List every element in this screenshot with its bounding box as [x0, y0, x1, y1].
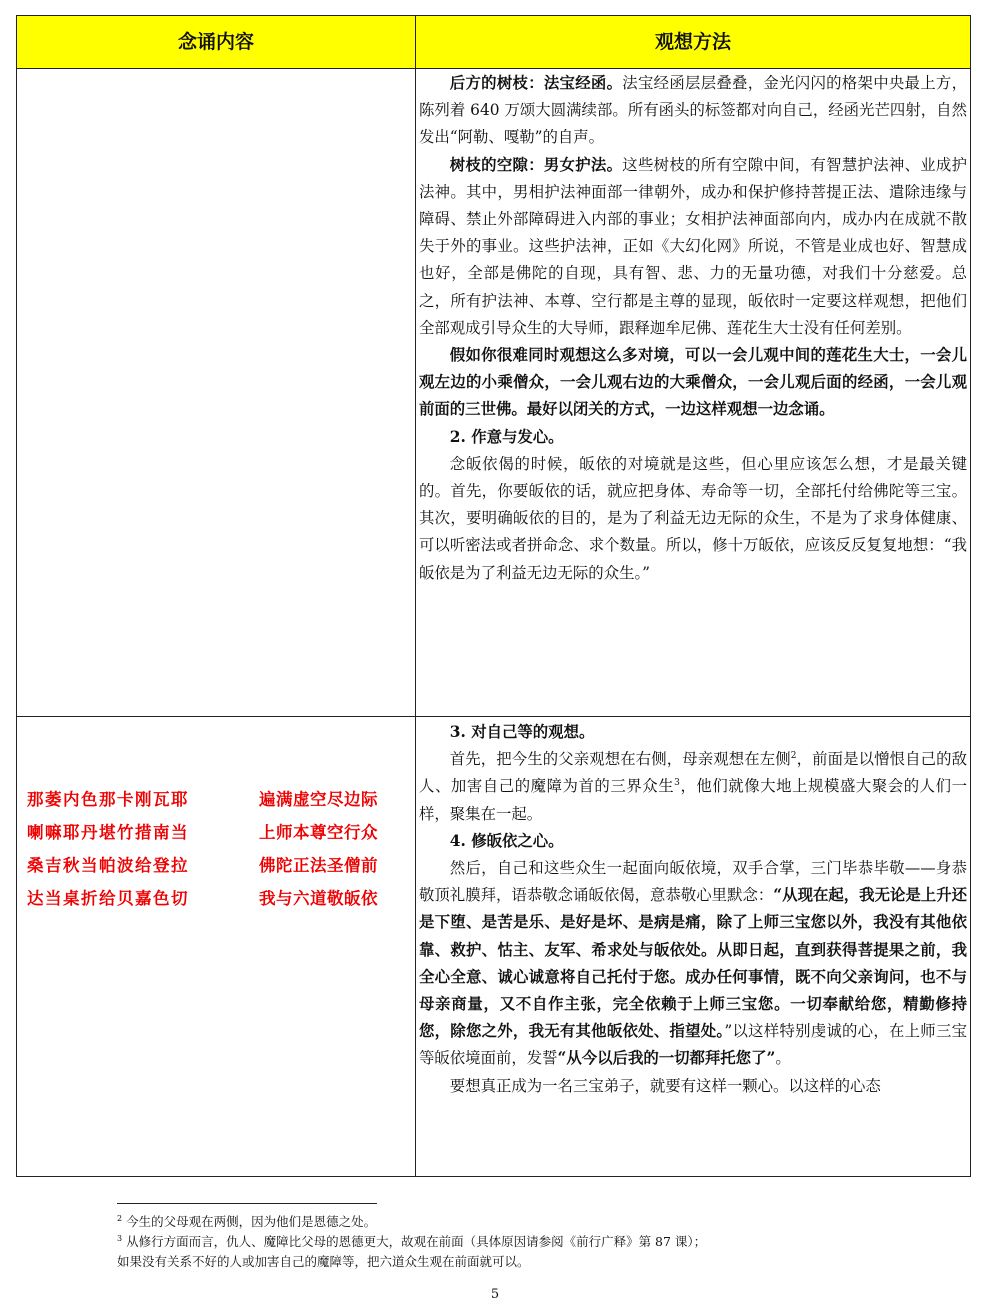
heading-protectors: 树枝的空隙：男女护法。 [449, 155, 623, 174]
row1-visualization-cell [419, 70, 967, 587]
text-bold-vow: “从今以后我的一切都拜托您了” [557, 1049, 776, 1068]
text-part: ，他们就像大地上规模盛大聚会的人们一样，聚集在一起。 [419, 777, 967, 823]
table-header [17, 16, 970, 69]
text-part: 然后，自己和这些众生一起面向皈依境，双手合掌，三门毕恭毕敬——身恭敬顶礼膜拜，语恭敬念诵皈依偈，意恭敬心里默念： [419, 859, 967, 905]
section-heading-3: 3. 对自己等的观想。 [449, 723, 595, 741]
text-protectors: 这些树枝的所有空隙中间，有智慧护法神、业成护法神。其中，男相护法神面部一律朝外，成办和保护修持菩提正法、遣除违缘与障碍、禁止外部障碍进入内部的事业；女相护法神面部向内，成办内在成就不散失于外的事业。这些护法神，正如《大幻化网》所说，不管是业成也好、智慧成也好，全部是佛陀的自现，具有智、悲、力的无量功德，对我们十分慈爱。总之，所有护法神、本尊、空行都是主尊的显现，皈依时一定要这样观想，把他们全部观成引导众生的大导师，跟释迦牟尼佛、莲花生大士没有任何差别。 [419, 155, 967, 337]
row-divider [17, 716, 970, 717]
text-bold-vow: “从现在起，我无论是上升还是下堕、是苦是乐、是好是坏、是病是痛，除了上师三宝您以外，我没有其他依靠、救护、怙主、友军、希求处与皈依处。从即日起，直到获得菩提果之前，我全心全意、诚心诚意将自己托付于您。成办任何事情，既不向父亲询问，也不与母亲商量，又不自作主张，完全依赖于上师三宝您。一切奉献给您，精勤修持您，除您之外，我无有其他皈依处、指望处。 [419, 886, 967, 1041]
mantra-translation: 遍满虚空尽边际 [259, 790, 378, 809]
mantra-line [27, 885, 407, 918]
paragraph-motivation: 念皈依偈的时候，皈依的对境就是这些，但心里应该怎么想，才是最关键的。首先，你要皈依的话，就应把身体、寿命等一切，全部托付给佛陀等三宝。其次，要明确皈依的目的，是为了利益无边无际的众生，不是为了求身体健康、可以听密法或者拼命念、求个数量。所以，修十万皈依，应该反反复复地想：“我皈依是为了利益无边无际的众生。” [419, 454, 967, 582]
mantra-transliteration: 达当桌折给贝嘉色切 [27, 889, 189, 908]
footnote-ref-3[interactable]: 3 [674, 778, 680, 789]
footnote-separator [117, 1203, 377, 1204]
paragraph-protectors [419, 152, 967, 342]
footnote-2 [117, 1213, 977, 1231]
heading-dharma-texts: 后方的树枝：法宝经函。 [449, 74, 623, 92]
content-table [16, 15, 971, 1177]
paragraph-self-visualization [419, 746, 967, 828]
text-dharma-texts: 法宝经函层层叠叠，金光闪闪的格架中央最上方，陈列着 640 万颂大圆满续部。所有函头的标签都对向自己，经函光芒四射，自然发出“阿勒、嘎勒”的自声。 [419, 74, 967, 147]
footnote-number: 3 [117, 1233, 123, 1243]
mantra-translation: 我与六道敬皈依 [259, 889, 378, 908]
footnote-text: 从修行方面而言，仇人、魔障比父母的恩德更大，故观在前面（具体原因请参阅《前行广释》第 87 课）； [126, 1234, 707, 1249]
header-recitation: 念诵内容 [177, 31, 254, 53]
text-part: 。 [775, 1049, 791, 1068]
page-number: 5 [490, 1287, 500, 1302]
paragraph-alternate-visualization: 假如你很难同时观想这么多对境，可以一会儿观中间的莲花生大士，一会儿观左边的小乘僧众，一会儿观右边的大乘僧众，一会儿观后面的经函，一会儿观前面的三世佛。最好以闭关的方式，一边这样观想一边念诵。 [419, 346, 967, 419]
text-part: 首先，把今生的父亲观想在右侧，母亲观想在左侧 [449, 750, 791, 769]
footnote-text: 今生的父母观在两侧，因为他们是恩德之处。 [126, 1214, 377, 1229]
paragraph-refuge-mind [419, 855, 967, 1073]
footnote-3 [117, 1233, 977, 1251]
mantra-line [27, 852, 407, 885]
paragraph-disciple: 要想真正成为一名三宝弟子，就要有这样一颗心。以这样的心态 [449, 1076, 881, 1095]
column-divider [415, 16, 416, 1176]
row2-visualization-cell [419, 719, 967, 1100]
mantra-line [27, 786, 407, 819]
mantra-translation: 佛陀正法圣僧前 [259, 856, 378, 875]
mantra-line [27, 819, 407, 852]
mantra-block [27, 786, 407, 918]
section-heading-4: 4. 修皈依之心。 [449, 831, 564, 850]
mantra-transliteration: 桑吉秋当帕波给登拉 [27, 856, 189, 875]
text-part: ”以这样特别虔诚的心，在上师三宝等皈依境面前，发誓 [419, 1022, 967, 1068]
mantra-transliteration: 喇嘛耶丹堪竹措南当 [27, 823, 189, 842]
section-heading-2: 2. 作意与发心。 [449, 427, 564, 446]
footnote-number: 2 [117, 1213, 123, 1223]
mantra-translation: 上师本尊空行众 [259, 823, 378, 842]
mantra-transliteration: 那萎内色那卡刚瓦耶 [27, 790, 189, 809]
header-visualization: 观想方法 [654, 31, 731, 53]
footnote-3-continued: 如果没有关系不好的人或加害自己的魔障等，把六道众生观在前面就可以。 [117, 1254, 530, 1269]
text-part: ，前面是以憎恨自己的敌人、加害自己的魔障为首的三界众生 [419, 750, 967, 796]
footnote-ref-2[interactable]: 2 [790, 751, 797, 762]
paragraph-dharma-texts [419, 70, 967, 152]
